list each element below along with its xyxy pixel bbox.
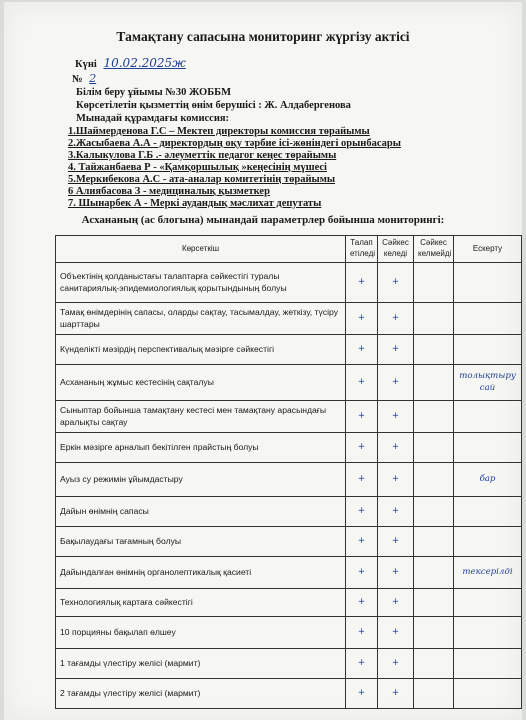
note-cell: бар (454, 463, 522, 497)
indicator-cell: Тамақ өнімдерінің сапасы, оларды сақтау, тасымалдау, жеткізу, түсіру шарттары (56, 303, 346, 335)
commission-member-7: 7. Шынарбек А - Меркі аудандық мәслихат депутаты (68, 198, 322, 209)
noncompliant-mark (414, 365, 454, 401)
date-label: Күні (75, 59, 97, 70)
required-mark: + (346, 527, 378, 557)
note-cell (454, 617, 522, 649)
provider-line: Көрсетілетін қызметтің өнім берушісі : Ж. Алдабергенова (76, 100, 351, 111)
note-cell (454, 649, 522, 679)
commission-member-4: 4. Тайжанбаева Р - «Қамқоршылық »кеңесінің мүшесі (68, 162, 327, 173)
header-note: Ескерту (454, 236, 522, 263)
number-line (72, 72, 96, 85)
header-noncompliant: Сәйкес келмейді (414, 236, 454, 263)
table-row (56, 617, 522, 649)
noncompliant-mark (414, 335, 454, 365)
header-indicator: Көрсеткіш (56, 236, 346, 263)
table-row (56, 557, 522, 589)
date-value: 10.02.2025ж (103, 56, 186, 70)
indicator-cell: 2 тағамды үлестіру желісі (мармит) (56, 679, 346, 709)
commission-member-2: 2.Жасыбаева А.А - директордың оқу тәрбие ісі-жөніндегі орынбасары (68, 138, 401, 149)
noncompliant-mark (414, 649, 454, 679)
table-row (56, 679, 522, 709)
compliant-mark: + (378, 679, 414, 709)
noncompliant-mark (414, 433, 454, 463)
note-cell (454, 335, 522, 365)
indicator-cell: Еркін мәзірге арналып бекітілген прайстың болуы (56, 433, 346, 463)
required-mark: + (346, 463, 378, 497)
table-row (56, 589, 522, 617)
indicator-cell: Объектінің қолданыстағы талаптарға сәйкестігі туралы санитариялық-эпидемиологиялық қорытындының болуы (56, 263, 346, 303)
note-cell (454, 433, 522, 463)
indicator-cell: Күнделікті мәзірдің перспективалық мәзірге сәйкестігі (56, 335, 346, 365)
school-line: Білім беру ұйымы №30 ЖОББМ (76, 87, 232, 98)
required-mark: + (346, 679, 378, 709)
number-label: № (72, 74, 83, 85)
commission-member-5: 5.Меркибекова А.С - ата-аналар комитетінің төрайымы (68, 174, 336, 185)
note-cell (454, 263, 522, 303)
compliant-mark: + (378, 303, 414, 335)
indicator-cell: Бақылаудағы тағамның болуы (56, 527, 346, 557)
date-line (75, 56, 186, 70)
indicator-cell: Дайын өнімнің сапасы (56, 497, 346, 527)
noncompliant-mark (414, 263, 454, 303)
note-cell (454, 497, 522, 527)
compliant-mark: + (378, 433, 414, 463)
required-mark: + (346, 589, 378, 617)
table-row (56, 335, 522, 365)
compliant-mark: + (378, 557, 414, 589)
table-row (56, 527, 522, 557)
number-value: 2 (89, 72, 97, 85)
compliant-mark: + (378, 589, 414, 617)
indicator-cell: Технологиялық картаға сәйкестігі (56, 589, 346, 617)
noncompliant-mark (414, 401, 454, 433)
compliant-mark: + (378, 463, 414, 497)
note-cell (454, 679, 522, 709)
noncompliant-mark (414, 303, 454, 335)
noncompliant-mark (414, 679, 454, 709)
compliant-mark: + (378, 401, 414, 433)
noncompliant-mark (414, 557, 454, 589)
required-mark: + (346, 433, 378, 463)
document-title: Тамақтану сапасына мониторинг жүргізу актісі (116, 29, 410, 44)
note-cell (454, 589, 522, 617)
table-row (56, 303, 522, 335)
compliant-mark: + (378, 617, 414, 649)
required-mark: + (346, 365, 378, 401)
required-mark: + (346, 303, 378, 335)
table-row (56, 365, 522, 401)
required-mark: + (346, 263, 378, 303)
compliant-mark: + (378, 497, 414, 527)
document-page (4, 2, 522, 720)
header-required: Талап етіледі (346, 236, 378, 263)
noncompliant-mark (414, 497, 454, 527)
noncompliant-mark (414, 463, 454, 497)
compliant-mark: + (378, 365, 414, 401)
table-row (56, 401, 522, 433)
required-mark: + (346, 617, 378, 649)
noncompliant-mark (414, 527, 454, 557)
noncompliant-mark (414, 617, 454, 649)
header-compliant: Сәйкес келеді (378, 236, 414, 263)
table-row (56, 433, 522, 463)
compliant-mark: + (378, 335, 414, 365)
noncompliant-mark (414, 589, 454, 617)
compliant-mark: + (378, 527, 414, 557)
table-row (56, 649, 522, 679)
indicator-cell: Ауыз су режимін ұйымдастыру (56, 463, 346, 497)
indicator-cell: Асхананың жұмыс кестесінің сақталуы (56, 365, 346, 401)
indicator-cell: Дайындалған өнімнің органолептикалық қасиеті (56, 557, 346, 589)
table-row (56, 463, 522, 497)
note-cell: толықтыру сай (454, 365, 522, 401)
table-row (56, 263, 522, 303)
required-mark: + (346, 497, 378, 527)
commission-header: Мынадай құрамдағы комиссия: (76, 113, 230, 124)
note-cell (454, 401, 522, 433)
table-subtitle: Асхананың (ас блогына) мынандай параметрлер бойынша мониторингі: (81, 214, 445, 226)
commission-member-1: 1.Шаймерденова Г.С – Мектеп директоры комиссия төрайымы (68, 126, 370, 137)
note-cell: тексерілді (454, 557, 522, 589)
required-mark: + (346, 557, 378, 589)
monitoring-table (55, 235, 522, 709)
indicator-cell: 1 тағамды үлестіру желісі (мармит) (56, 649, 346, 679)
compliant-mark: + (378, 263, 414, 303)
note-cell (454, 527, 522, 557)
commission-member-6: 6 Алиябасова З - медициналық қызметкер (68, 186, 270, 197)
indicator-cell: 10 порцияны бақылап өлшеу (56, 617, 346, 649)
indicator-cell: Сыныптар бойынша тамақтану кестесі мен тамақтану арасындағы аралықты сақтау (56, 401, 346, 433)
required-mark: + (346, 401, 378, 433)
commission-member-3: 3.Калыкулова Г.Б .- әлеуметтік педагог кеңес төрайымы (68, 150, 337, 161)
compliant-mark: + (378, 649, 414, 679)
required-mark: + (346, 649, 378, 679)
table-row (56, 497, 522, 527)
required-mark: + (346, 335, 378, 365)
table-header-row (56, 236, 522, 263)
note-cell (454, 303, 522, 335)
